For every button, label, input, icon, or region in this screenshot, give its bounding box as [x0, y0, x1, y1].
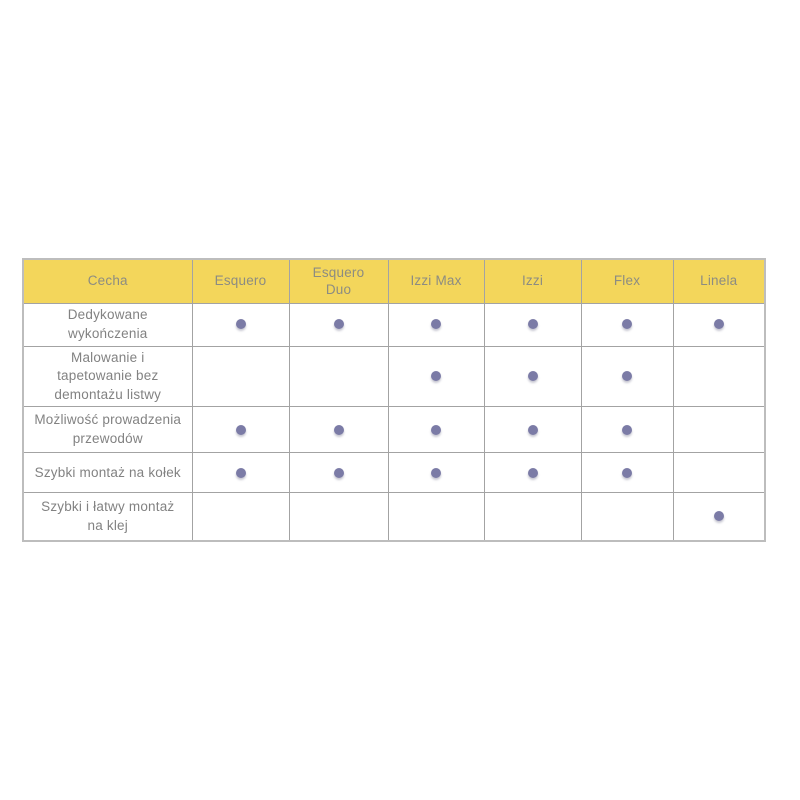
value-cell — [192, 453, 289, 493]
feature-label: Szybki i łatwy montaż na klej — [23, 493, 192, 541]
availability-dot-icon — [431, 319, 441, 329]
column-header-linela: Linela — [673, 259, 765, 303]
value-cell — [289, 346, 388, 407]
value-cell — [192, 493, 289, 541]
value-cell — [673, 453, 765, 493]
value-cell — [192, 346, 289, 407]
value-cell — [673, 407, 765, 453]
value-cell — [581, 453, 673, 493]
value-cell — [484, 407, 581, 453]
table-row — [23, 346, 765, 407]
table-header-row — [23, 259, 765, 303]
value-cell — [673, 346, 765, 407]
value-cell — [388, 493, 484, 541]
value-cell — [484, 303, 581, 346]
availability-dot-icon — [622, 371, 632, 381]
table-row — [23, 407, 765, 453]
value-cell — [192, 303, 289, 346]
availability-dot-icon — [714, 319, 724, 329]
availability-dot-icon — [431, 425, 441, 435]
feature-label: Malowanie i tapetowanie bez demontażu listwy — [23, 346, 192, 407]
value-cell — [289, 453, 388, 493]
value-cell — [673, 493, 765, 541]
column-header-izzi-max: Izzi Max — [388, 259, 484, 303]
value-cell — [388, 303, 484, 346]
availability-dot-icon — [334, 425, 344, 435]
availability-dot-icon — [431, 371, 441, 381]
value-cell — [581, 493, 673, 541]
availability-dot-icon — [334, 468, 344, 478]
column-header-feature: Cecha — [23, 259, 192, 303]
availability-dot-icon — [714, 511, 724, 521]
availability-dot-icon — [236, 425, 246, 435]
availability-dot-icon — [236, 468, 246, 478]
availability-dot-icon — [622, 319, 632, 329]
availability-dot-icon — [334, 319, 344, 329]
value-cell — [192, 407, 289, 453]
table-row — [23, 493, 765, 541]
value-cell — [388, 407, 484, 453]
value-cell — [484, 453, 581, 493]
value-cell — [673, 303, 765, 346]
column-header-esquero-duo: Esquero Duo — [289, 259, 388, 303]
feature-label: Szybki montaż na kołek — [23, 453, 192, 493]
feature-label: Dedykowane wykończenia — [23, 303, 192, 346]
feature-label: Możliwość prowadzenia przewodów — [23, 407, 192, 453]
availability-dot-icon — [528, 371, 538, 381]
column-header-flex: Flex — [581, 259, 673, 303]
availability-dot-icon — [431, 468, 441, 478]
availability-dot-icon — [528, 319, 538, 329]
value-cell — [581, 407, 673, 453]
availability-dot-icon — [622, 468, 632, 478]
value-cell — [289, 493, 388, 541]
column-header-esquero: Esquero — [192, 259, 289, 303]
table-row — [23, 303, 765, 346]
availability-dot-icon — [528, 425, 538, 435]
availability-dot-icon — [622, 425, 632, 435]
value-cell — [581, 346, 673, 407]
value-cell — [581, 303, 673, 346]
column-header-izzi: Izzi — [484, 259, 581, 303]
availability-dot-icon — [236, 319, 246, 329]
value-cell — [289, 303, 388, 346]
value-cell — [388, 453, 484, 493]
feature-comparison-table — [22, 258, 766, 542]
availability-dot-icon — [528, 468, 538, 478]
table-row — [23, 453, 765, 493]
value-cell — [388, 346, 484, 407]
value-cell — [289, 407, 388, 453]
value-cell — [484, 346, 581, 407]
value-cell — [484, 493, 581, 541]
